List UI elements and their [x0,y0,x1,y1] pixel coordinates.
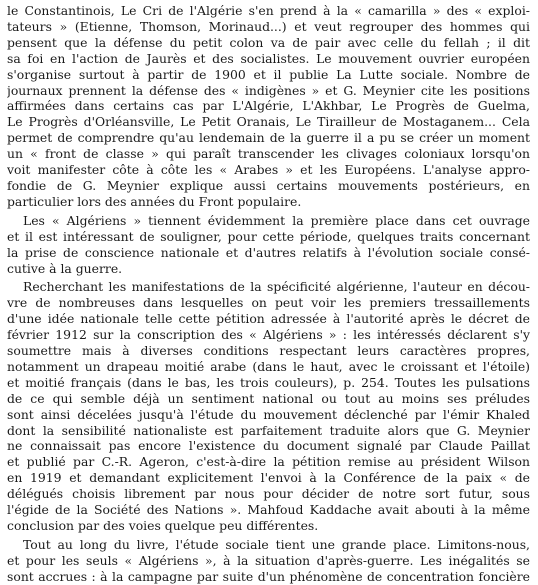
paragraph-specificite [7,279,530,534]
paragraph-algeriens [7,213,530,277]
text-line: sont ainsi décelées jusqu'à l'étude du mouvement déclenché par l'émir Khaled [7,406,530,422]
text-line: Recherchant les manifestations de la spécificité algérienne, l'auteur en décou- [23,279,530,295]
text-line: s'organise surtout à partir de 1900 et il publie La Lutte sociale. Nombre de [7,66,530,82]
text-line: vre de nombreuses dans lesquelles on peut voir les premiers tressaillements [7,295,530,311]
text-line: et il est intéressant de souligner, pour cette période, quelques traits concernant [7,228,530,244]
text-line: d'une idée nationale telle cette pétition adressée à l'autorité après le décret de [7,311,530,327]
text-line: en 1919 et demandant explicitement l'envoi à la Conférence de la paix « de [7,470,530,486]
text-line: et publié par C.-R. Ageron, c'est-à-dire la pétition remise au président Wilson [7,454,530,470]
text-line: particulier lors des années du Front populaire. [7,193,302,209]
text-line: notamment un drapeau moitié arabe (dans le haut, avec le croissant et l'étoile) [7,358,530,374]
text-line: affirmées dans certains cas par L'Algérie, L'Akhbar, Le Progrès de Guelma, [7,98,530,114]
text-line: pensent que la défense du petit colon va de pair avec celle du fellah ; il dit [7,34,530,50]
text-line: Le Progrès d'Orléansville, Le Petit Oranais, Le Tirailleur de Mostaganem... Cela [7,114,530,130]
text-line: Les « Algériens » tiennent évidemment la première place dans cet ouvrage [23,212,530,228]
text-line: Tout au long du livre, l'étude sociale tient une grande place. Limitons-nous, [23,536,530,552]
text-line: et moitié français (dans le bas, les trois couleurs), p. 254. Toutes les pulsations [7,374,530,390]
paragraph-press [7,3,530,210]
text-line: soumettre mais à diverses conditions respectant leurs caractères propres, [7,343,530,359]
text-line: et pour les seuls « Algériens », à la situation d'après-guerre. Les inégalités se [7,552,530,568]
text-line: la prise de conscience nationale et d'autres relatifs à l'évolution sociale consé- [7,244,530,260]
text-line: cutive à la guerre. [7,260,123,276]
text-line: de ce qui semble déjà un sentiment national ou tout au moins ses préludes [7,390,530,406]
text-line: journaux prennent la défense des « indigènes » et G. Meynier cite les positions [7,82,530,98]
text-line: fondie de G. Meynier explique aussi certains mouvements postérieurs, en [7,177,530,193]
text-line: un « front de classe » qui paraît transcender les clivages coloniaux lorsqu'on [7,146,530,162]
text-line: sa foi en l'action de Jaurès et des socialistes. Le mouvement ouvrier européen [7,50,530,66]
text-line: permet de comprendre qu'au lendemain de la guerre il a pu se créer un moment [7,130,530,146]
text-line: l'égide de la Société des Nations ». Mahfoud Kaddache avait abouti à la même [7,502,530,518]
paragraph-etude-sociale [7,537,530,585]
text-line: sont accrues : à la campagne par suite d'un phénomène de concentration foncière [7,568,530,584]
text-line: délégués choisis librement par nous pour décider de notre sort futur, sous [7,486,530,502]
text-line: dont la sensibilité nationaliste est parfaitement traduite alors que G. Meynier [7,422,530,438]
text-line: tateurs » (Etienne, Thomson, Morinaud...) et veut regrouper des hommes qui [7,18,530,34]
text-line: conclusion par des voies quelque peu différentes. [7,518,319,533]
text-line: ne connaissait pas encore l'existence du document signalé par Claude Paillat [7,438,530,454]
text-line: voit manifester côte à côte les « Arabes » et les Européens. L'analyse appro- [7,162,530,178]
text-line: le Constantinois, Le Cri de l'Algérie s'en prend à la « camarilla » des « exploi- [7,3,530,18]
text-line: février 1912 sur la conscription des « Algériens » : les intéressés déclarent s'y [7,327,530,343]
